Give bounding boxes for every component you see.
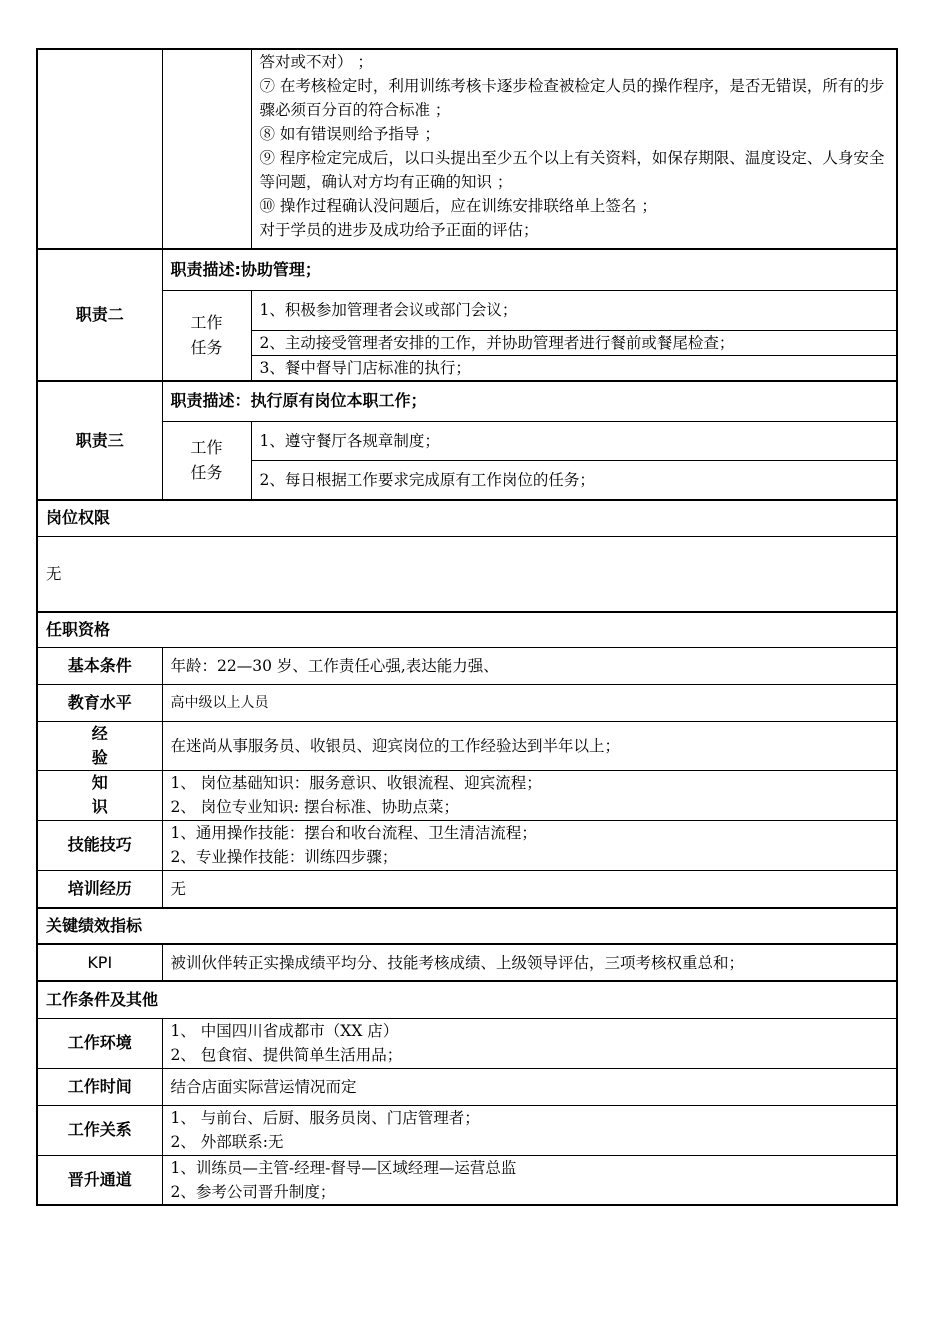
kpi-label: KPI (37, 944, 162, 981)
duty3-task-1: 1、遵守餐厅各规章制度； (251, 421, 897, 460)
task-label-line2: 任务 (190, 463, 223, 483)
qualification-row (37, 684, 897, 721)
condition-value (162, 1018, 897, 1068)
duty1-task-label-cell (162, 49, 251, 249)
qualification-label: 技能技巧 (37, 820, 162, 870)
task-label-line1: 工作 (190, 438, 223, 458)
step-line: ⑧ 如有错误则给予指导 ； (259, 125, 440, 143)
qualification-row (37, 721, 897, 770)
qualification-label: 知识 (37, 770, 162, 820)
value-line: 1、 岗位基础知识：服务意识、收银流程、迎宾流程； (170, 774, 542, 792)
value-line: 2、 包食宿、提供简单生活用品； (170, 1046, 403, 1064)
condition-label: 工作环境 (37, 1018, 162, 1068)
value-line: 1、 中国四川省成都市（XX 店） (170, 1022, 399, 1040)
step-line: ⑩ 操作过程确认没问题后，应在训练安排联络单上签名 ； (259, 197, 657, 215)
duty3-task-label (162, 421, 251, 500)
qualification-row (37, 770, 897, 820)
qualifications-title: 任职资格 (37, 612, 897, 647)
duty2-task-row (37, 290, 897, 330)
qualification-label: 培训经历 (37, 870, 162, 908)
step-line: ⑨ 程序检定完成后，以口头提出至少五个以上有关资料，如保存期限、温度设定、人身安全等问题，确认对方均有正确的知识 ； (259, 149, 885, 191)
value-line: 1、 与前台、后厨、服务员岗、门店管理者； (170, 1109, 480, 1127)
qualification-value (162, 770, 897, 820)
kpi-row (37, 944, 897, 981)
condition-row (37, 1018, 897, 1068)
duty1-label-cell (37, 49, 162, 249)
condition-value (162, 1105, 897, 1155)
conditions-header-row (37, 981, 897, 1018)
qualification-row (37, 870, 897, 908)
job-description-table (36, 48, 898, 1206)
condition-value: 结合店面实际营运情况而定 (162, 1068, 897, 1105)
condition-label: 工作时间 (37, 1068, 162, 1105)
kpi-title: 关键绩效指标 (37, 908, 897, 944)
duty1-steps (251, 49, 897, 249)
condition-row (37, 1068, 897, 1105)
kpi-header-row (37, 908, 897, 944)
qualification-row (37, 820, 897, 870)
condition-label: 工作关系 (37, 1105, 162, 1155)
value-line: 2、专业操作技能：训练四步骤； (170, 848, 398, 866)
value-line: 2、 岗位专业知识: 摆台标准、协助点菜； (170, 798, 459, 816)
condition-value (162, 1155, 897, 1205)
condition-label: 晋升通道 (37, 1155, 162, 1205)
qualification-value: 高中级以上人员 (162, 684, 897, 721)
qualification-value: 在迷尚从事服务员、收银员、迎宾岗位的工作经验达到半年以上； (162, 721, 897, 770)
step-line: 对于学员的进步及成功给予正面的评估； (259, 221, 539, 239)
duty1-continuation-row (37, 49, 897, 249)
qualification-label: 教育水平 (37, 684, 162, 721)
duty2-task-2: 2、主动接受管理者安排的工作，并协助管理者进行餐前或餐尾检查； (251, 330, 897, 355)
kpi-content: 被训伙伴转正实操成绩平均分、技能考核成绩、上级领导评估，三项考核权重总和； (162, 944, 897, 981)
qualifications-header-row (37, 612, 897, 647)
duty2-task-label (162, 290, 251, 381)
value-line: 2、 外部联系:无 (170, 1133, 284, 1151)
value-line: 1、通用操作技能：摆台和收台流程、卫生清洁流程； (170, 824, 537, 842)
conditions-title: 工作条件及其他 (37, 981, 897, 1018)
duty3-task-row (37, 421, 897, 460)
authority-content: 无 (37, 536, 897, 612)
duty3-description: 职责描述：执行原有岗位本职工作； (162, 381, 897, 421)
qualification-label: 经验 (37, 721, 162, 770)
task-label-line1: 工作 (190, 313, 223, 333)
duty2-task-1: 1、积极参加管理者会议或部门会议； (251, 290, 897, 330)
authority-content-row (37, 536, 897, 612)
qualification-value: 无 (162, 870, 897, 908)
qualification-row (37, 647, 897, 684)
duty3-description-row (37, 381, 897, 421)
value-line: 2、参考公司晋升制度； (170, 1182, 336, 1201)
duty2-description-row (37, 249, 897, 290)
task-label-line2: 任务 (190, 338, 223, 358)
duty2-description: 职责描述:协助管理； (162, 249, 897, 290)
step-line: 答对或不对） ； (259, 53, 373, 71)
duty3-label: 职责三 (37, 381, 162, 500)
qualification-value: 年龄：22—30 岁、工作责任心强,表达能力强、 (162, 647, 897, 684)
duty2-label: 职责二 (37, 249, 162, 381)
value-line: 1、训练员—主管-经理-督导—区域经理—运营总监 (170, 1158, 517, 1177)
authority-title: 岗位权限 (37, 500, 897, 536)
authority-header-row (37, 500, 897, 536)
condition-row (37, 1155, 897, 1205)
duty2-task-3: 3、餐中督导门店标准的执行； (251, 355, 897, 381)
qualification-label: 基本条件 (37, 647, 162, 684)
duty3-task-2: 2、每日根据工作要求完成原有工作岗位的任务； (251, 460, 897, 500)
step-line: ⑦ 在考核检定时，利用训练考核卡逐步检查被检定人员的操作程序，是否无错误，所有的步骤必须百分百的符合标准 ； (259, 77, 885, 119)
condition-row (37, 1105, 897, 1155)
qualification-value (162, 820, 897, 870)
